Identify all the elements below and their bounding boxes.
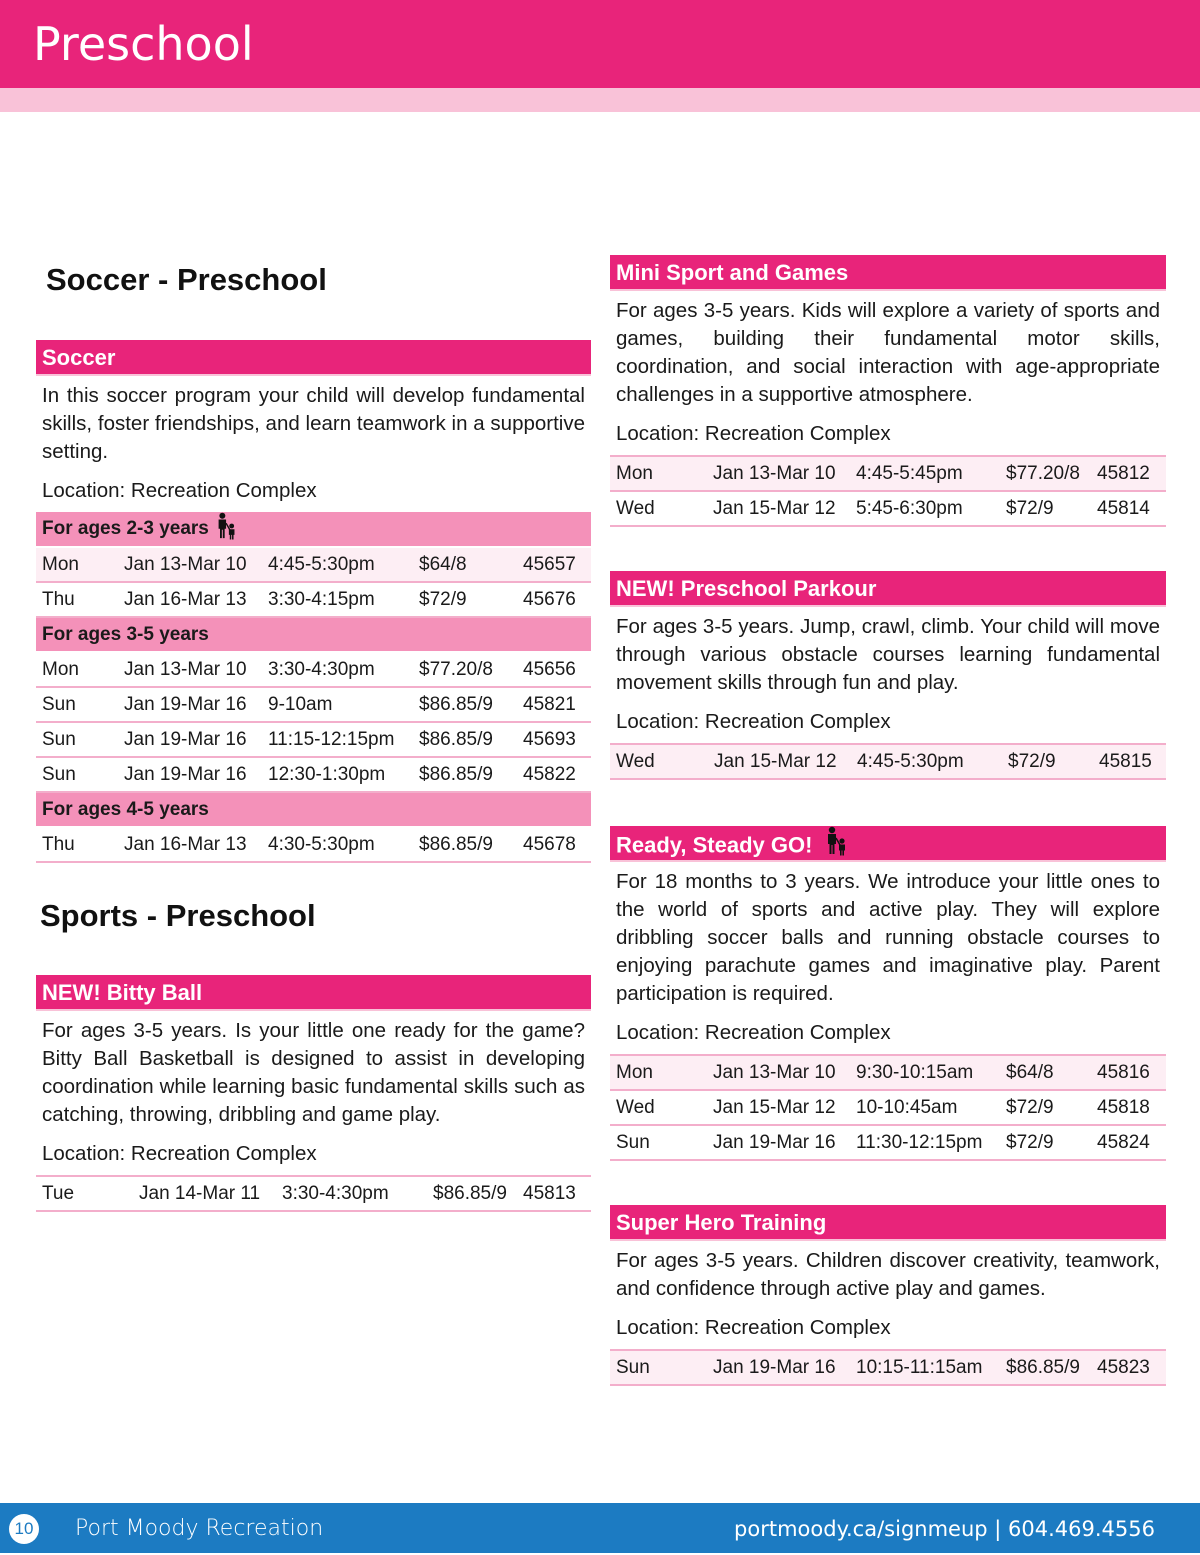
program-location: Location: Recreation Complex [42, 479, 317, 502]
cell-barcode: 45657 [517, 547, 591, 582]
table-row [610, 1350, 1166, 1385]
soccer-program [36, 340, 591, 863]
program-location: Location: Recreation Complex [616, 1316, 891, 1339]
table-row [610, 456, 1166, 491]
cell-barcode: 45824 [1091, 1125, 1166, 1160]
cell-fee: $72/9 [1002, 744, 1093, 779]
cell-day: Thu [36, 827, 118, 862]
table-row [610, 744, 1166, 779]
cell-fee: $72/9 [413, 582, 517, 617]
program-title-bar: Soccer [36, 340, 591, 376]
program-description: For ages 3-5 years. Kids will explore a variety of sports and games, building their fundamental motor skills, coordination, and social interaction with age-appropriate challenges in a supportive atmosphere. [616, 299, 1160, 406]
cell-time: 4:45-5:30pm [851, 744, 1002, 779]
cell-time: 3:30-4:30pm [262, 652, 413, 687]
cell-fee: $72/9 [1000, 491, 1091, 526]
age-group-header [36, 792, 591, 827]
table-row [36, 722, 591, 757]
bitty-ball-program [36, 975, 591, 1212]
page-footer [0, 1503, 1200, 1553]
cell-day: Mon [36, 547, 118, 582]
cell-time: 12:30-1:30pm [262, 757, 413, 792]
program-title-bar: NEW! Bitty Ball [36, 975, 591, 1011]
cell-barcode: 45815 [1093, 744, 1166, 779]
table-row [36, 547, 591, 582]
program-location: Location: Recreation Complex [616, 422, 891, 445]
cell-dates: Jan 15-Mar 12 [707, 1090, 850, 1125]
program-location: Location: Recreation Complex [42, 1142, 317, 1165]
cell-fee: $64/8 [1000, 1055, 1091, 1090]
table-row [36, 582, 591, 617]
schedule-table [610, 455, 1166, 527]
age-group-header [36, 617, 591, 652]
schedule-table [610, 743, 1166, 780]
age-group-label: For ages 4-5 years [42, 798, 209, 820]
table-row [36, 827, 591, 862]
cell-day: Sun [36, 722, 118, 757]
cell-dates: Jan 15-Mar 12 [708, 744, 851, 779]
cell-day: Sun [610, 1125, 707, 1160]
cell-barcode: 45816 [1091, 1055, 1166, 1090]
program-description: For ages 3-5 years. Jump, crawl, climb. Your child will move through various obstacle courses learning fundamental movement skills through fun and play. [616, 615, 1160, 694]
page-number: 10 [9, 1514, 39, 1544]
age-group-label: For ages 3-5 years [42, 623, 209, 645]
page-header [0, 0, 1200, 88]
cell-fee: $72/9 [1000, 1125, 1091, 1160]
footer-org: Port Moody Recreation [75, 1516, 324, 1541]
cell-dates: Jan 13-Mar 10 [707, 1055, 850, 1090]
age-group-header [36, 512, 591, 547]
cell-fee: $77.20/8 [1000, 456, 1091, 491]
cell-time: 9:30-10:15am [850, 1055, 1000, 1090]
header-strip [0, 88, 1200, 112]
cell-time: 5:45-6:30pm [850, 491, 1000, 526]
parent-child-icon [825, 826, 849, 867]
cell-dates: Jan 19-Mar 16 [118, 757, 262, 792]
program-description: For ages 3-5 years. Children discover creativity, teamwork, and confidence through active play and games. [616, 1249, 1160, 1300]
schedule-table [36, 512, 591, 863]
cell-barcode: 45821 [517, 687, 591, 722]
cell-barcode: 45812 [1091, 456, 1166, 491]
cell-time: 4:30-5:30pm [262, 827, 413, 862]
page-title: Preschool [33, 17, 254, 71]
schedule-table [610, 1349, 1166, 1386]
cell-day: Mon [36, 652, 118, 687]
age-group-label: For ages 2-3 years [42, 518, 209, 540]
cell-barcode: 45822 [517, 757, 591, 792]
cell-barcode: 45813 [517, 1176, 591, 1211]
cell-day: Thu [36, 582, 118, 617]
cell-time: 10:15-11:15am [850, 1350, 1000, 1385]
cell-fee: $86.85/9 [413, 722, 517, 757]
table-row [36, 652, 591, 687]
cell-day: Sun [36, 687, 118, 722]
cell-fee: $77.20/8 [413, 652, 517, 687]
table-row [610, 491, 1166, 526]
cell-dates: Jan 19-Mar 16 [707, 1125, 850, 1160]
cell-barcode: 45693 [517, 722, 591, 757]
program-location: Location: Recreation Complex [616, 1021, 891, 1044]
cell-time: 4:45-5:30pm [262, 547, 413, 582]
cell-dates: Jan 19-Mar 16 [118, 687, 262, 722]
program-description: In this soccer program your child will develop fundamental skills, foster friendships, and learn teamwork in a supportive setting. [42, 384, 585, 463]
program-title-bar: NEW! Preschool Parkour [610, 571, 1166, 607]
cell-day: Tue [36, 1176, 133, 1211]
cell-time: 3:30-4:30pm [276, 1176, 427, 1211]
sports-section-title: Sports - Preschool [40, 898, 316, 933]
cell-fee: $86.85/9 [1000, 1350, 1091, 1385]
table-row [36, 1176, 591, 1211]
cell-fee: $64/8 [413, 547, 517, 582]
mini-sport-program [610, 255, 1166, 527]
cell-barcode: 45814 [1091, 491, 1166, 526]
cell-barcode: 45823 [1091, 1350, 1166, 1385]
cell-dates: Jan 16-Mar 13 [118, 582, 262, 617]
table-row [610, 1090, 1166, 1125]
cell-time: 4:45-5:45pm [850, 456, 1000, 491]
cell-dates: Jan 19-Mar 16 [118, 722, 262, 757]
program-description: For 18 months to 3 years. We introduce your little ones to the world of sports and active play. They will explore dribbling soccer balls and running obstacle courses to enjoying parachute games and imaginative play. Parent participation is required. [616, 870, 1160, 1005]
program-title-bar: Super Hero Training [610, 1205, 1166, 1241]
cell-fee: $86.85/9 [427, 1176, 517, 1211]
cell-fee: $86.85/9 [413, 827, 517, 862]
cell-dates: Jan 19-Mar 16 [707, 1350, 850, 1385]
cell-day: Wed [610, 1090, 707, 1125]
age-group-row [36, 617, 591, 652]
cell-barcode: 45818 [1091, 1090, 1166, 1125]
ready-steady-go-program [610, 826, 1166, 1161]
table-row [610, 1055, 1166, 1090]
cell-day: Mon [610, 1055, 707, 1090]
cell-day: Wed [610, 491, 707, 526]
cell-time: 3:30-4:15pm [262, 582, 413, 617]
cell-time: 10-10:45am [850, 1090, 1000, 1125]
schedule-table [36, 1175, 591, 1212]
super-hero-program [610, 1205, 1166, 1386]
cell-time: 11:30-12:15pm [850, 1125, 1000, 1160]
soccer-section-title: Soccer - Preschool [46, 262, 327, 297]
cell-dates: Jan 13-Mar 10 [118, 547, 262, 582]
cell-dates: Jan 14-Mar 11 [133, 1176, 276, 1211]
cell-day: Sun [610, 1350, 707, 1385]
cell-day: Sun [36, 757, 118, 792]
program-location: Location: Recreation Complex [616, 710, 891, 733]
program-title-bar: Mini Sport and Games [610, 255, 1166, 291]
cell-dates: Jan 13-Mar 10 [707, 456, 850, 491]
parkour-program [610, 571, 1166, 780]
schedule-table [610, 1054, 1166, 1161]
parent-child-icon [215, 512, 239, 546]
cell-fee: $86.85/9 [413, 687, 517, 722]
program-title: Ready, Steady GO! [616, 832, 813, 858]
cell-barcode: 45678 [517, 827, 591, 862]
cell-fee: $72/9 [1000, 1090, 1091, 1125]
age-group-row [36, 512, 591, 547]
age-group-row [36, 792, 591, 827]
cell-day: Wed [610, 744, 708, 779]
table-row [36, 687, 591, 722]
cell-dates: Jan 13-Mar 10 [118, 652, 262, 687]
cell-time: 9-10am [262, 687, 413, 722]
cell-barcode: 45676 [517, 582, 591, 617]
table-row [36, 757, 591, 792]
cell-barcode: 45656 [517, 652, 591, 687]
cell-day: Mon [610, 456, 707, 491]
cell-time: 11:15-12:15pm [262, 722, 413, 757]
cell-dates: Jan 16-Mar 13 [118, 827, 262, 862]
footer-contact[interactable]: portmoody.ca/signmeup | 604.469.4556 [734, 1517, 1155, 1541]
program-description: For ages 3-5 years. Is your little one ready for the game? Bitty Ball Basketball is designed to assist in developing coordination while learning basic fundamental skills such as catching, throwing, dribbling and game play. [42, 1019, 585, 1126]
cell-dates: Jan 15-Mar 12 [707, 491, 850, 526]
cell-fee: $86.85/9 [413, 757, 517, 792]
program-title-bar [610, 826, 1166, 862]
table-row [610, 1125, 1166, 1160]
